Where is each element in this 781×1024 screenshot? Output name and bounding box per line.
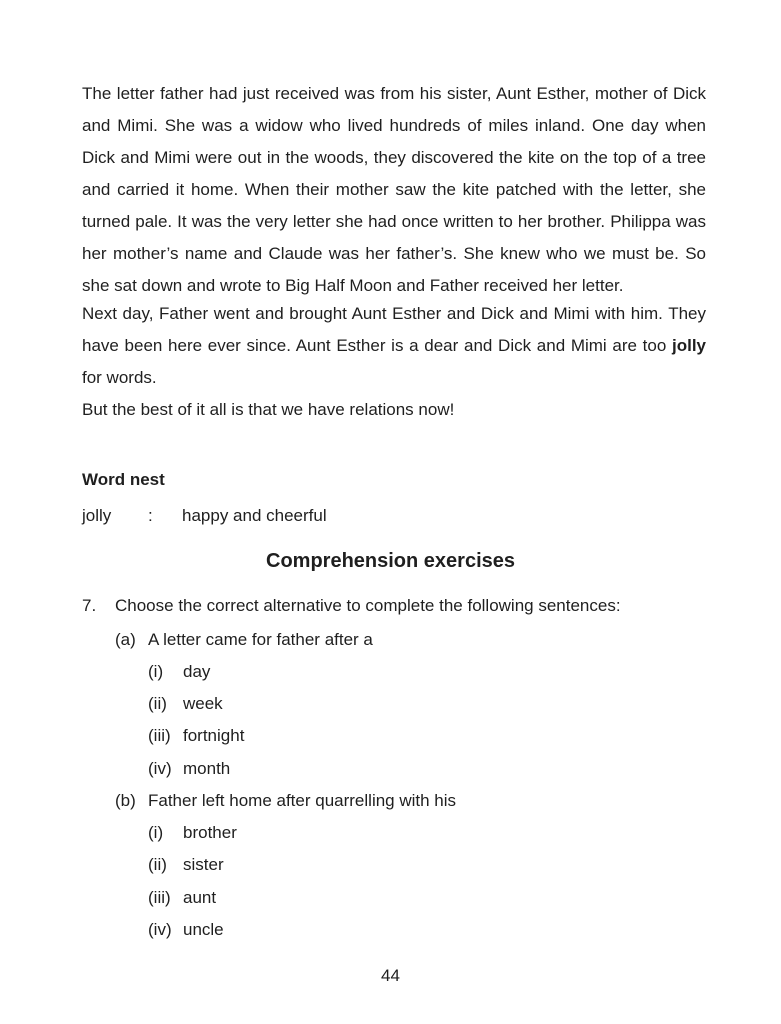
option-text: uncle	[183, 920, 224, 939]
option-text: aunt	[183, 888, 217, 907]
paragraph-text: for words.	[82, 368, 157, 387]
option-label: (i)	[148, 662, 164, 681]
part-label: (b)	[115, 791, 136, 810]
section-title: Comprehension exercises	[266, 550, 515, 572]
story-paragraph-2	[82, 298, 706, 394]
option-text: brother	[183, 823, 237, 842]
part-text: Father left home after quarrelling with his	[148, 791, 457, 810]
bold-word-jolly: jolly	[671, 336, 706, 355]
option-label: (iv)	[148, 759, 172, 778]
option-text: month	[183, 759, 231, 778]
option-label: (ii)	[148, 694, 167, 713]
option-label: (iii)	[148, 726, 171, 745]
glossary-separator: :	[148, 506, 153, 525]
question-number: 7.	[82, 596, 97, 615]
question-text: Choose the correct alternative to complete the following sentences:	[115, 596, 621, 615]
option-text: day	[183, 662, 211, 681]
option-text: week	[183, 694, 223, 713]
glossary-definition: happy and cheerful	[182, 506, 327, 525]
word-nest-heading: Word nest	[82, 470, 165, 489]
part-label: (a)	[115, 630, 136, 649]
option-label: (i)	[148, 823, 164, 842]
paragraph-text: Next day, Father went and brought Aunt Esther and Dick and Mimi with him. They have been here ever since. Aunt Esther is a dear and Dick and Mimi are too	[82, 304, 706, 355]
glossary-word: jolly	[82, 506, 112, 525]
story-paragraph-3: But the best of it all is that we have relations now!	[82, 400, 455, 419]
option-text: fortnight	[183, 726, 245, 745]
page-number: 44	[381, 966, 400, 985]
option-label: (ii)	[148, 855, 167, 874]
story-paragraph-1: The letter father had just received was from his sister, Aunt Esther, mother of Dick and Mimi. She was a widow who lived hundreds of miles inland. One day when Dick and Mimi were out in the woods, they discovered the kite on the top of a tree and carried it home. When their mother saw the kite patched with the letter, she turned pale. It was the very letter she had once written to her brother. Philippa was her mother’s name and Claude was her father’s. She knew who we must be. So she sat down and wrote to Big Half Moon and Father received her letter.	[82, 84, 706, 295]
part-text: A letter came for father after a	[148, 630, 373, 649]
option-text: sister	[183, 855, 224, 874]
option-label: (iii)	[148, 888, 171, 907]
option-label: (iv)	[148, 920, 172, 939]
